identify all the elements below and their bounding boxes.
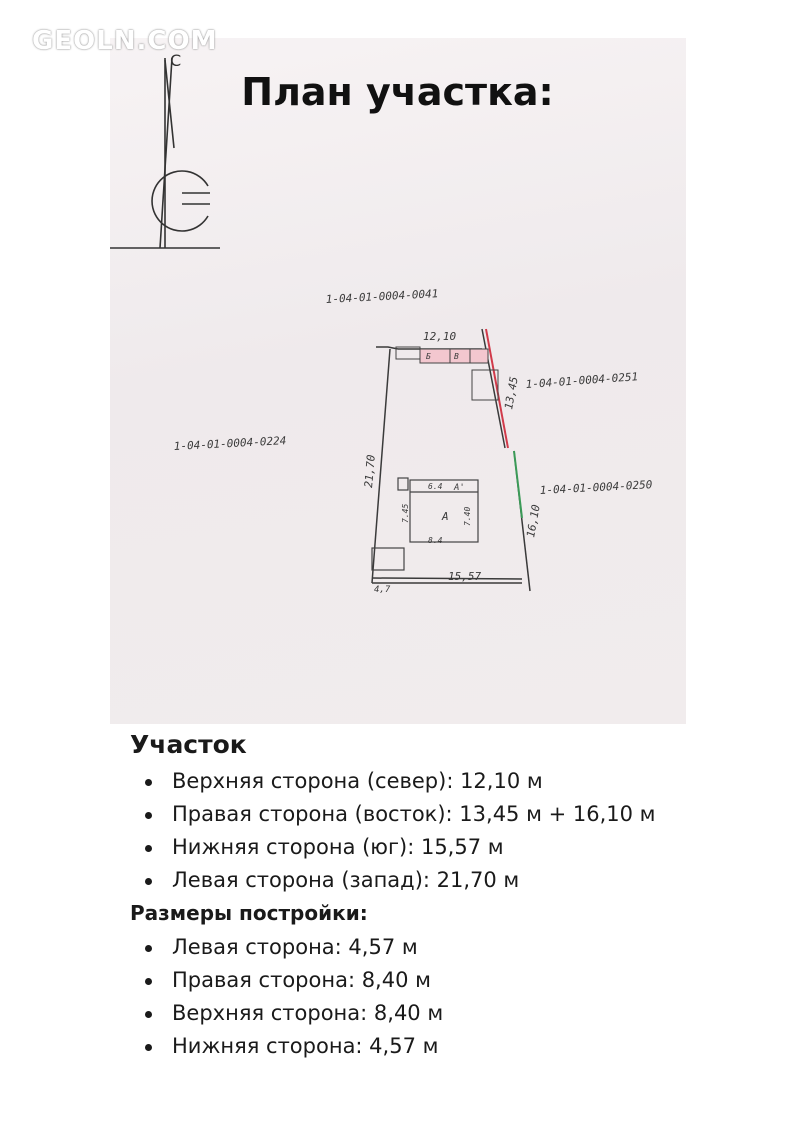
dim-bottom-small: 4,7 [374, 585, 391, 595]
parcel-left-label: 1-04-01-0004-0224 [173, 434, 287, 453]
list-item: Правая сторона (восток): 13,45 м + 16,10 м [130, 798, 755, 831]
north-letter: С [170, 51, 182, 70]
watermark-logo: GEOLN.COM [32, 26, 218, 56]
building-right-dim: 7.40 [463, 506, 472, 526]
dim-right-top: 13,45 [502, 375, 521, 411]
page-title: План участка: [241, 70, 554, 114]
dim-bottom: 15,57 [448, 570, 482, 583]
site-plan-drawing [110, 38, 686, 724]
parcel-outline [372, 329, 530, 591]
building-a1-label: A' [454, 483, 465, 493]
parcel-top-label: 1-04-01-0004-0041 [325, 287, 439, 306]
building-b-label: Б [426, 352, 431, 361]
site-plan-photo [110, 38, 686, 724]
parcel-right-top-label: 1-04-01-0004-0251 [525, 370, 639, 391]
list-item: Нижняя сторона (юг): 15,57 м [130, 831, 755, 864]
building-dimensions-list [130, 931, 755, 1063]
parcel-right-bottom-label: 1-04-01-0004-0250 [539, 478, 653, 497]
list-item: Нижняя сторона: 4,57 м [130, 1030, 755, 1063]
building-top-dim: 6.4 [428, 482, 443, 491]
building-v-label: В [454, 352, 459, 361]
dim-left: 21,70 [362, 454, 378, 489]
list-item: Верхняя сторона: 8,40 м [130, 997, 755, 1030]
list-item: Левая сторона: 4,57 м [130, 931, 755, 964]
list-item: Правая сторона: 8,40 м [130, 964, 755, 997]
building-bottom-dim: 8.4 [428, 536, 443, 545]
plot-dimensions-list [130, 765, 755, 897]
section-heading-plot: Участок [130, 730, 247, 759]
list-item: Верхняя сторона (север): 12,10 м [130, 765, 755, 798]
section-heading-building: Размеры постройки: [130, 901, 368, 925]
border-green [514, 451, 522, 518]
outbuildings [396, 347, 498, 400]
dimensions-description [130, 730, 755, 1063]
list-item: Левая сторона (запад): 21,70 м [130, 864, 755, 897]
dim-right-bottom: 16,10 [524, 503, 543, 539]
building-a-label: A [442, 510, 449, 523]
building-left-dim: 7.45 [401, 503, 410, 523]
dim-top: 12,10 [423, 330, 457, 343]
